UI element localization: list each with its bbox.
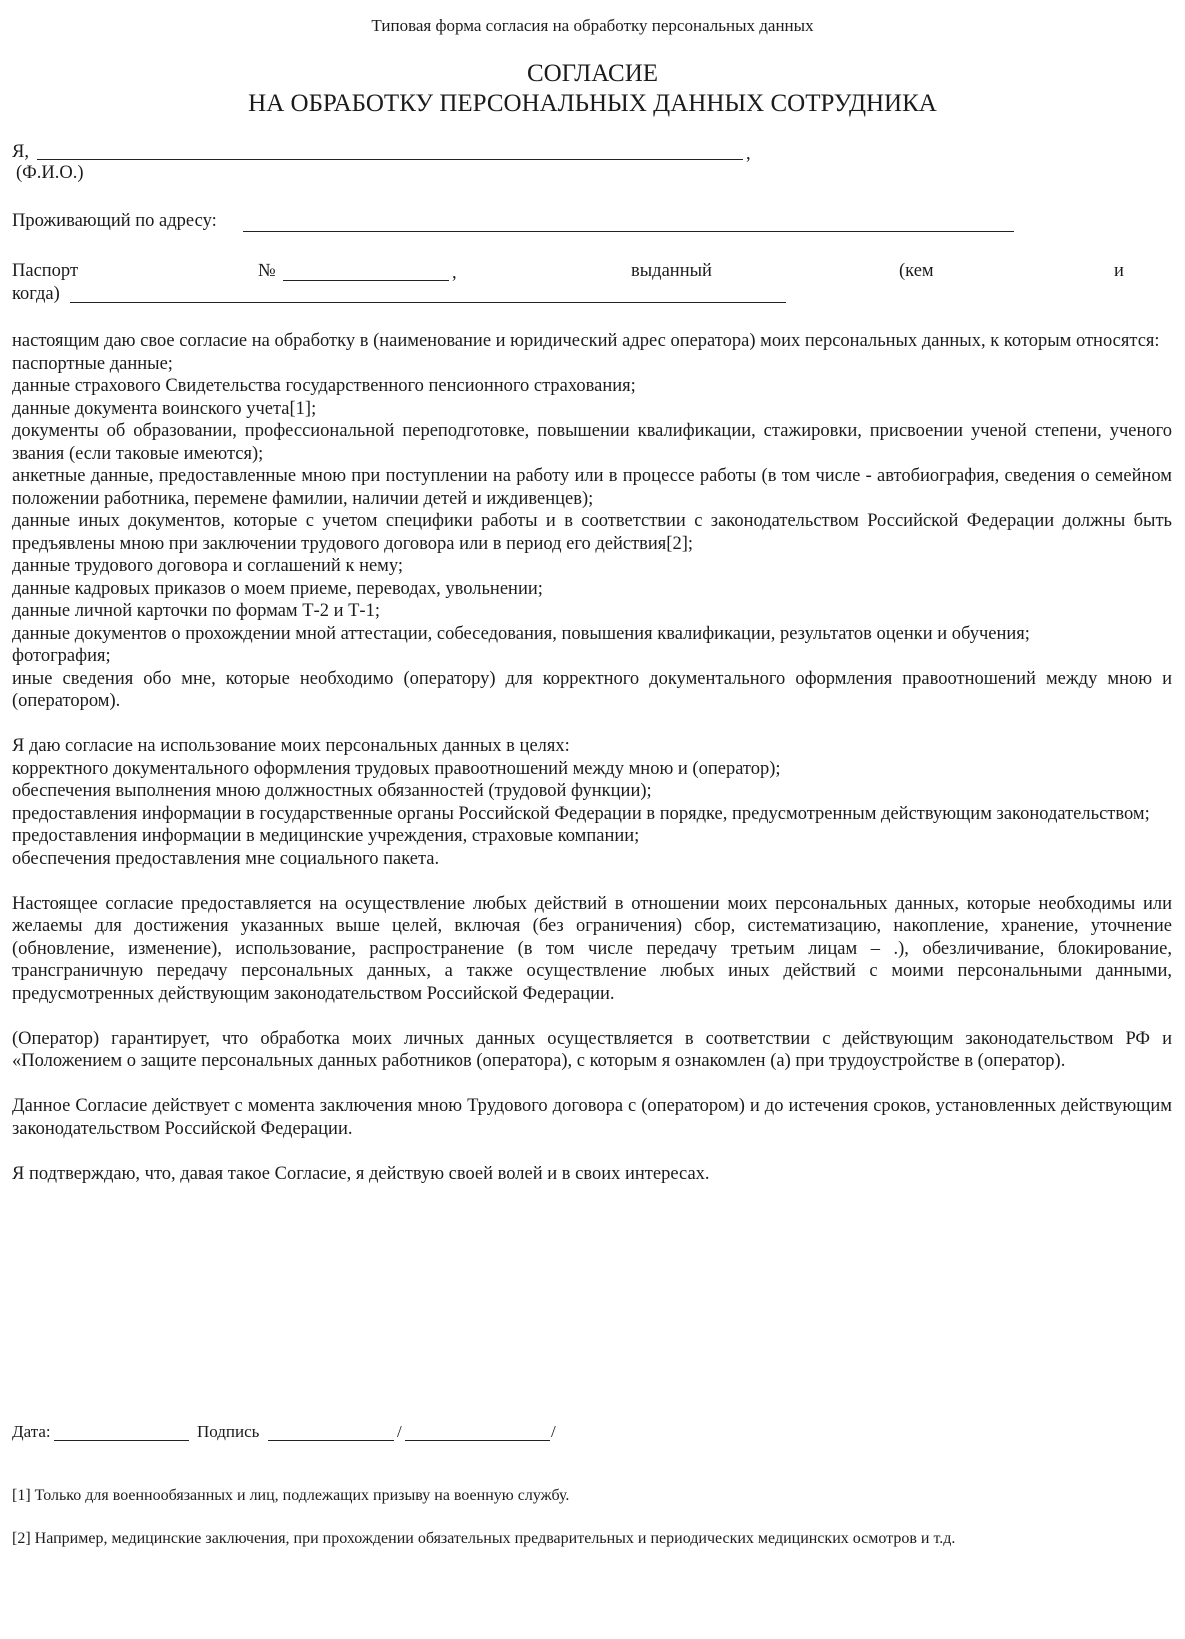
- and-label: и: [1114, 261, 1124, 281]
- data-item: данные личной карточки по формам Т-2 и Т-1;: [12, 601, 380, 621]
- footnote-2: [2] Например, медицинские заключения, при прохождении обязательных предварительных и периодических медицинских осмотров и т.д.: [12, 1530, 956, 1547]
- data-item: анкетные данные, предоставленные мною при поступлении на работу или в процессе работы (в том числе - автобиография, сведения о семейном положении работника, перемене фамилии, наличии детей и иждивенцев);: [12, 466, 1172, 509]
- passport-number-sign: №: [258, 261, 276, 281]
- i-label: Я,: [12, 142, 29, 162]
- data-item: иные сведения обо мне, которые необходимо (оператору) для корректного документального оформления правоотношений между мною и (оператором).: [12, 668, 1172, 711]
- confirmation-statement: Я подтверждаю, что, давая такое Согласие, я действую своей волей и в своих интересах.: [12, 1163, 710, 1184]
- data-item: паспортные данные;: [12, 353, 173, 374]
- issued-label: выданный: [631, 261, 712, 281]
- data-item: данные иных документов, которые с учетом специфики работы и в соответствии с законодательством Российской Федерации должны быть предъявлены мною при заключении трудового договора или в период его действия[2];: [12, 511, 1172, 554]
- purpose-item: предоставления информации в государственные органы Российской Федерации в порядке, предусмотренным действующим законодательством;: [12, 803, 1150, 824]
- data-item: данные документов о прохождении мной аттестации, собеседования, повышения квалификации, результатов оценки и обучения;: [12, 623, 1030, 644]
- purposes-intro: Я даю согласие на использование моих персональных данных в целях:: [12, 736, 570, 756]
- footnote-1: [1] Только для военнообязанных и лиц, подлежащих призыву на военную службу.: [12, 1487, 570, 1504]
- fio-trailing-comma: ,: [746, 144, 751, 164]
- form-type-label: Типовая форма согласия на обработку персональных данных: [371, 16, 814, 35]
- guarantee-paragraph: (Оператор) гарантирует, что обработка моих личных данных осуществляется в соответствии с действующим законодательством РФ и «Положением о защите персональных данных работников (оператора), с которым я ознакомлен (а) при трудоустройстве в (оператор).: [12, 1028, 1172, 1071]
- passport-number-field[interactable]: [283, 280, 449, 281]
- purpose-item: обеспечения предоставления мне социального пакета.: [12, 848, 440, 869]
- issued-by-field[interactable]: [70, 302, 786, 303]
- data-item: данные трудового договора и соглашений к нему;: [12, 556, 404, 576]
- fio-hint: (Ф.И.О.): [16, 163, 84, 183]
- data-item: фотография;: [12, 646, 111, 666]
- actions-paragraph: Настоящее согласие предоставляется на осуществление любых действий в отношении моих персональных данных, которые необходимы или желаемы для достижения указанных выше целей, включая (без ограничения) сбор, систематизацию, накопление, хранение, уточнение (обновление, изменение), использование, распространение (в том числе передачу третьим лицам – .), обезличивание, блокирование, трансграничную передачу персональных данных, а также осуществление любых иных действий с моими персональными данными, предусмотренных действующим законодательством Российской Федерации.: [12, 893, 1172, 1004]
- data-item: данные страхового Свидетельства государственного пенсионного страхования;: [12, 376, 636, 396]
- data-item: данные документа воинского учета[1];: [12, 398, 317, 419]
- fio-field[interactable]: [37, 159, 743, 160]
- address-field[interactable]: [243, 231, 1014, 232]
- purpose-item: обеспечения выполнения мною должностных обязанностей (трудовой функции);: [12, 781, 652, 801]
- data-item: данные кадровых приказов о моем приеме, переводах, увольнении;: [12, 578, 543, 599]
- data-item: документы об образовании, профессиональной переподготовке, повышении квалификации, стажировки, присвоении ученой степени, ученого звания (если таковые имеются);: [12, 421, 1172, 464]
- consent-body: [12, 330, 1172, 1185]
- signature-slash-left: /: [397, 1422, 402, 1441]
- signature-field[interactable]: [268, 1440, 394, 1441]
- passport-label: Паспорт: [12, 261, 79, 281]
- purpose-item: предоставления информации в медицинские учреждения, страховые компании;: [12, 826, 640, 846]
- by-whom-label: (кем: [899, 261, 934, 281]
- consent-intro: настоящим даю свое согласие на обработку в (наименование и юридический адрес оператора) моих персональных данных, к которым относятся:: [12, 331, 1160, 351]
- date-field[interactable]: [54, 1440, 189, 1441]
- signature-slash-right: /: [551, 1422, 556, 1441]
- address-label: Проживающий по адресу:: [12, 211, 217, 231]
- validity-paragraph: Данное Согласие действует с момента заключения мною Трудового договора с (оператором) и до истечения сроков, установленных действующим законодательством Российской Федерации.: [12, 1096, 1172, 1139]
- purpose-item: корректного документального оформления трудовых правоотношений между мною и (оператор);: [12, 758, 781, 779]
- signature-label: Подпись: [197, 1422, 260, 1441]
- passport-comma: ,: [452, 263, 457, 283]
- signature-name-field[interactable]: [405, 1440, 550, 1441]
- document-subtitle: НА ОБРАБОТКУ ПЕРСОНАЛЬНЫХ ДАННЫХ СОТРУДНИКА: [248, 90, 937, 117]
- date-label: Дата:: [12, 1422, 51, 1441]
- when-label: когда): [12, 284, 60, 304]
- document-title: СОГЛАСИЕ: [526, 60, 659, 87]
